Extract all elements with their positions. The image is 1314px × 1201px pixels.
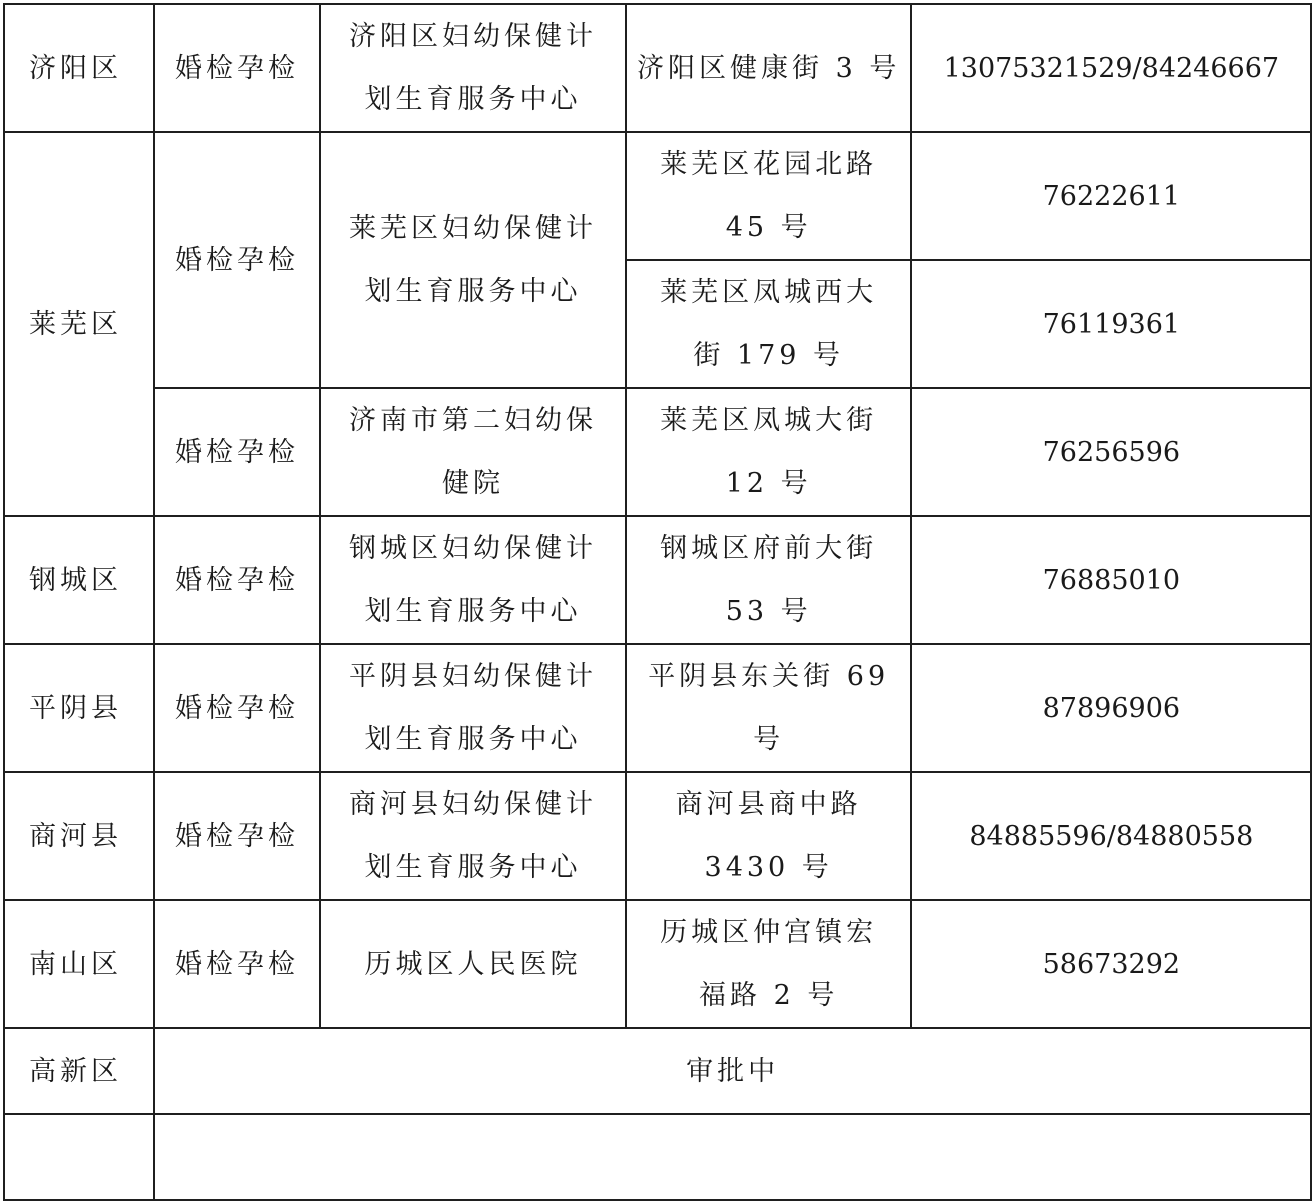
phone-cell: 13075321529/84246667: [911, 4, 1311, 132]
org-line: 划生育服务中心: [364, 276, 582, 307]
phone-cell: 84885596/84880558: [911, 772, 1311, 900]
address-line: 莱芜区凤城西大: [660, 277, 878, 308]
address-cell: [626, 900, 911, 1028]
address-line: 平阴县东关街 69: [648, 661, 890, 692]
org-cell: [320, 900, 626, 1028]
org-cell: [320, 644, 626, 772]
address-line: 莱芜区花园北路: [660, 149, 878, 180]
district-cell: 平阴县: [4, 644, 154, 772]
org-line: 划生育服务中心: [364, 596, 582, 627]
service-cell: 婚检孕检: [154, 4, 320, 132]
district-cell: 钢城区: [4, 516, 154, 644]
table-row: [4, 900, 1311, 1028]
address-line: 济阳区健康街 3 号: [637, 52, 901, 84]
table-row: [4, 1028, 1311, 1114]
address-cell: [626, 388, 911, 516]
empty-cell: [4, 1114, 154, 1200]
org-line: 济阳区妇幼保健计: [349, 21, 597, 52]
table-row: [4, 132, 1311, 260]
district-cell: 商河县: [4, 772, 154, 900]
org-cell: [320, 772, 626, 900]
address-cell: [626, 772, 911, 900]
phone-cell: 58673292: [911, 900, 1311, 1028]
district-cell: 高新区: [4, 1028, 154, 1114]
org-cell: [320, 132, 626, 388]
district-cell: 莱芜区: [4, 132, 154, 516]
service-cell: 婚检孕检: [154, 900, 320, 1028]
org-cell: [320, 388, 626, 516]
table-row: [4, 388, 1311, 516]
address-line: 街 179 号: [693, 340, 845, 371]
district-cell: 济阳区: [4, 4, 154, 132]
address-line: 钢城区府前大街: [660, 533, 878, 564]
org-line: 莱芜区妇幼保健计: [349, 213, 597, 244]
address-cell: [626, 644, 911, 772]
address-line: 12 号: [725, 468, 812, 499]
phone-cell: 76119361: [911, 260, 1311, 388]
phone-cell: 87896906: [911, 644, 1311, 772]
status-cell: 审批中: [154, 1028, 1311, 1114]
org-line: 钢城区妇幼保健计: [349, 533, 597, 564]
address-line: 3430 号: [704, 852, 833, 883]
org-line: 健院: [442, 468, 504, 499]
address-line: 53 号: [725, 596, 812, 627]
district-cell: 南山区: [4, 900, 154, 1028]
address-cell: [626, 132, 911, 260]
address-cell: [626, 260, 911, 388]
org-cell: [320, 4, 626, 132]
service-cell: 婚检孕检: [154, 772, 320, 900]
service-cell: 婚检孕检: [154, 132, 320, 388]
address-line: 号: [753, 724, 785, 755]
address-cell: [626, 516, 911, 644]
service-cell: 婚检孕检: [154, 388, 320, 516]
address-line: 商河县商中路: [675, 789, 862, 820]
address-cell: [626, 4, 911, 132]
org-line: 划生育服务中心: [364, 84, 582, 115]
address-line: 福路 2 号: [699, 980, 839, 1011]
address-line: 45 号: [725, 212, 812, 243]
clinic-table: [3, 3, 1312, 1201]
org-line: 历城区人民医院: [364, 948, 582, 980]
table-row: [4, 4, 1311, 132]
org-cell: [320, 516, 626, 644]
address-line: 莱芜区凤城大街: [660, 405, 878, 436]
table-row: [4, 772, 1311, 900]
service-cell: 婚检孕检: [154, 516, 320, 644]
phone-cell: 76256596: [911, 388, 1311, 516]
document-page: [3, 3, 1312, 1201]
org-line: 济南市第二妇幼保: [349, 405, 597, 436]
table-row: [4, 1114, 1311, 1200]
org-line: 平阴县妇幼保健计: [349, 661, 597, 692]
org-line: 划生育服务中心: [364, 852, 582, 883]
table-row: [4, 516, 1311, 644]
phone-cell: 76885010: [911, 516, 1311, 644]
service-cell: 婚检孕检: [154, 644, 320, 772]
org-line: 划生育服务中心: [364, 724, 582, 755]
table-row: [4, 644, 1311, 772]
phone-cell: 76222611: [911, 132, 1311, 260]
empty-cell: [154, 1114, 1311, 1200]
address-line: 历城区仲宫镇宏: [660, 917, 878, 948]
org-line: 商河县妇幼保健计: [349, 789, 597, 820]
